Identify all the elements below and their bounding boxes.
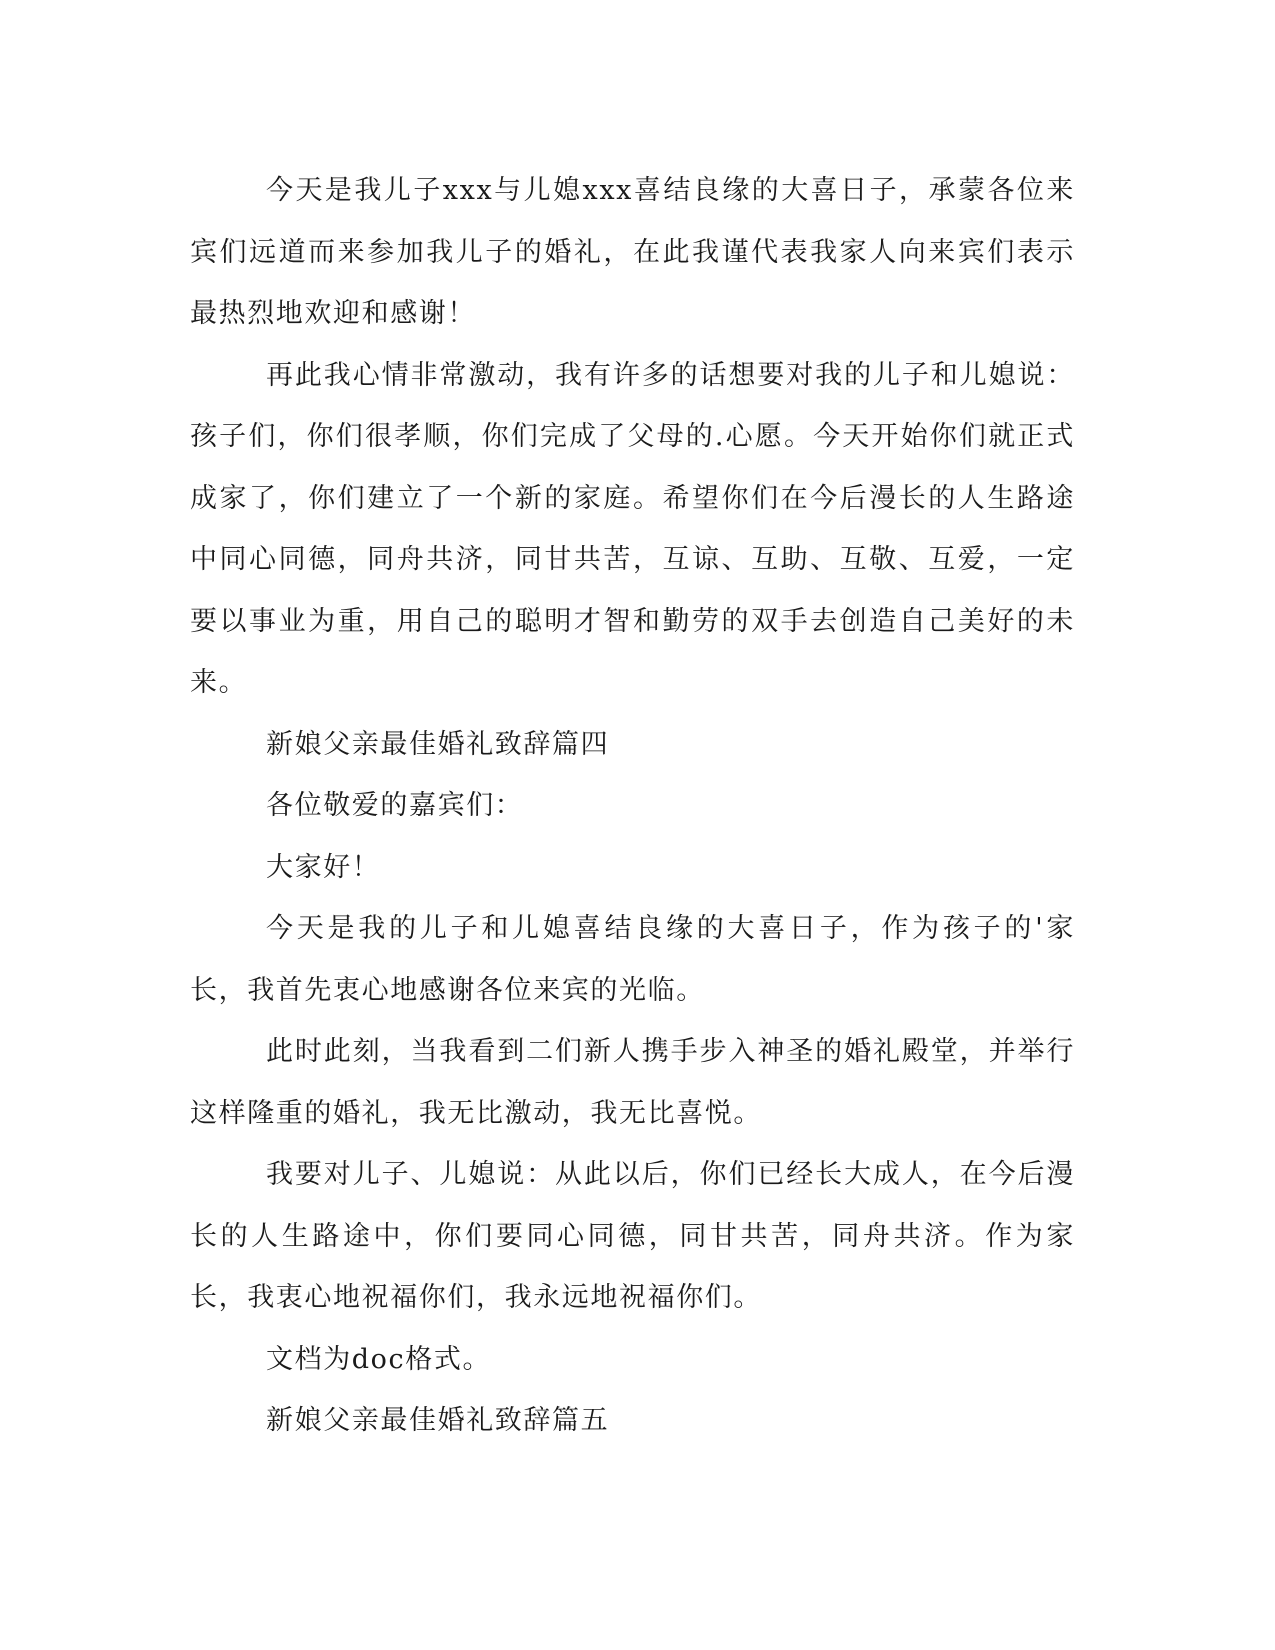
paragraph-welcome: 今天是我的儿子和儿媳喜结良缘的大喜日子，作为孩子的'家长，我首先衷心地感谢各位来宾的光临。 [190, 913, 1075, 1006]
document-body [190, 160, 1075, 1452]
paragraph-opening-thanks: 今天是我儿子xxx与儿媳xxx喜结良缘的大喜日子，承蒙各位来宾们远道而来参加我儿子的婚礼，在此我谨代表我家人向来宾们表示最热烈地欢迎和感谢！ [190, 175, 1075, 329]
paragraph-emotion: 此时此刻，当我看到二们新人携手步入神圣的婚礼殿堂，并举行这样隆重的婚礼，我无比激动，我无比喜悦。 [190, 1036, 1075, 1129]
section-heading-part-four: 新娘父亲最佳婚礼致辞篇四 [266, 728, 610, 760]
paragraph-salutation: 各位敬爱的嘉宾们： [266, 790, 524, 821]
paragraph-blessing: 我要对儿子、儿媳说：从此以后，你们已经长大成人，在今后漫长的人生路途中，你们要同心同德，同甘共苦，同舟共济。作为家长，我衷心地祝福你们，我永远地祝福你们。 [190, 1159, 1075, 1313]
section-heading-part-five: 新娘父亲最佳婚礼致辞篇五 [266, 1405, 610, 1436]
paragraph-message-to-children: 再此我心情非常激动，我有许多的话想要对我的儿子和儿媳说：孩子们，你们很孝顺，你们完成了父母的.心愿。今天开始你们就正式成家了，你们建立了一个新的家庭。希望你们在今后漫长的人生路途中同心同德，同舟共济，同甘共苦，互谅、互助、互敬、互爱，一定要以事业为重，用自己的聪明才智和勤劳的双手去创造自己美好的未来。 [190, 359, 1075, 698]
paragraph-format-note: 文档为doc格式。 [266, 1343, 492, 1375]
paragraph-greeting: 大家好！ [266, 851, 381, 883]
